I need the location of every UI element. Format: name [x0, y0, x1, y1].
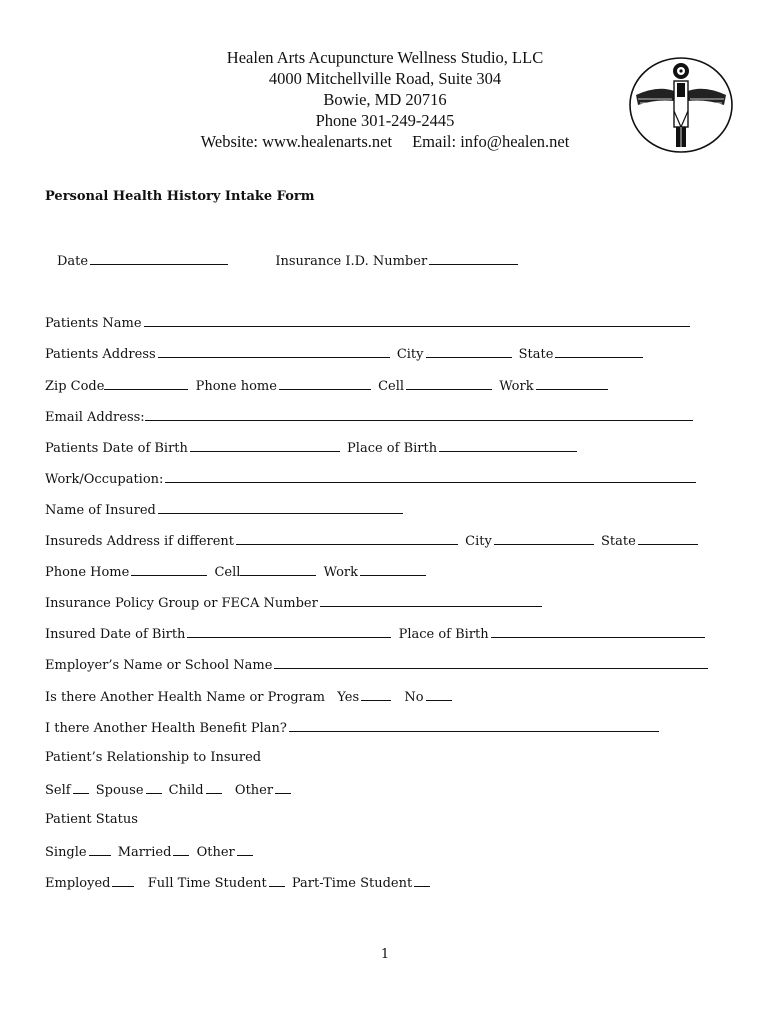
healen-arts-logo-icon: [628, 55, 734, 155]
insureds-address-label: Insureds Address if different: [45, 534, 235, 549]
benefit-plan-field[interactable]: [289, 718, 659, 732]
row-patients-name: [45, 313, 693, 331]
row-employer: [45, 655, 711, 673]
row-date-insurance: [57, 251, 521, 269]
employed-field[interactable]: [112, 873, 134, 887]
yes-label: Yes: [337, 690, 360, 705]
self-label: Self: [45, 783, 71, 798]
row-insured-phone: [45, 562, 429, 580]
child-label: Child: [168, 783, 204, 798]
work-label: Work: [499, 379, 534, 394]
place-of-birth-field[interactable]: [439, 438, 577, 452]
row-policy-group: [45, 593, 545, 611]
row-insureds-address: [45, 531, 701, 549]
row-employment-status: [45, 873, 433, 891]
status-other-field[interactable]: [237, 842, 253, 856]
place-of-birth-label: Place of Birth: [347, 441, 438, 456]
status-other-label: Other: [196, 845, 235, 860]
row-patients-dob: [45, 438, 580, 456]
row-another-health: [45, 687, 455, 705]
state-label: State: [518, 347, 554, 362]
phone-line: Phone 301-249-2445: [315, 111, 455, 130]
married-field[interactable]: [173, 842, 189, 856]
insured-state-label: State: [600, 534, 636, 549]
part-time-student-label: Part-Time Student: [291, 876, 413, 891]
row-occupation: [45, 469, 699, 487]
company-name: Healen Arts Acupuncture Wellness Studio, LLC: [226, 48, 544, 67]
part-time-student-field[interactable]: [414, 873, 430, 887]
letterhead: [150, 47, 620, 152]
insureds-address-field[interactable]: [236, 531, 458, 545]
row-patient-status-heading: [45, 811, 138, 829]
work-occupation-label: Work/Occupation:: [45, 472, 164, 487]
insured-phone-home-label: Phone Home: [45, 565, 130, 580]
employer-label: Employer’s Name or School Name: [45, 658, 273, 673]
city-field[interactable]: [426, 344, 512, 358]
patients-name-label: Patients Name: [45, 316, 142, 331]
state-field[interactable]: [555, 344, 643, 358]
insured-place-of-birth-label: Place of Birth: [398, 627, 489, 642]
self-field[interactable]: [73, 780, 89, 794]
address-line-2: Bowie, MD 20716: [323, 90, 447, 109]
insurance-id-field[interactable]: [429, 251, 518, 265]
zip-code-label: Zip Code: [45, 379, 105, 394]
married-label: Married: [117, 845, 172, 860]
child-field[interactable]: [206, 780, 222, 794]
spouse-label: Spouse: [95, 783, 144, 798]
patients-dob-label: Patients Date of Birth: [45, 441, 188, 456]
city-label: City: [396, 347, 424, 362]
single-label: Single: [45, 845, 87, 860]
row-relationship-options: [45, 780, 294, 798]
insured-place-of-birth-field[interactable]: [491, 624, 705, 638]
policy-group-label: Insurance Policy Group or FECA Number: [45, 596, 318, 611]
phone-home-field[interactable]: [279, 376, 371, 390]
email-address-label: Email Address:: [45, 410, 145, 425]
address-line-1: 4000 Mitchellville Road, Suite 304: [268, 69, 502, 88]
form-title: Personal Health History Intake Form: [45, 189, 315, 204]
employer-field[interactable]: [274, 655, 708, 669]
patients-name-field[interactable]: [144, 313, 690, 327]
relationship-other-label: Other: [234, 783, 274, 798]
row-patients-address: [45, 344, 646, 362]
email: Email: info@healen.net: [412, 132, 570, 151]
employed-label: Employed: [45, 876, 111, 891]
patients-dob-field[interactable]: [190, 438, 340, 452]
another-health-label: Is there Another Health Name or Program: [45, 690, 326, 705]
insured-state-field[interactable]: [638, 531, 698, 545]
benefit-plan-label: I there Another Health Benefit Plan?: [45, 721, 287, 736]
row-zip-phone: [45, 376, 611, 394]
insured-city-label: City: [465, 534, 492, 549]
no-label: No: [404, 690, 424, 705]
name-of-insured-label: Name of Insured: [45, 503, 156, 518]
patients-address-field[interactable]: [158, 344, 390, 358]
insured-phone-home-field[interactable]: [131, 562, 207, 576]
full-time-student-label: Full Time Student: [147, 876, 267, 891]
relationship-label: Patient’s Relationship to Insured: [45, 750, 262, 765]
no-field[interactable]: [426, 687, 452, 701]
phone-home-label: Phone home: [195, 379, 277, 394]
relationship-other-field[interactable]: [275, 780, 291, 794]
insured-work-label: Work: [323, 565, 358, 580]
date-label: Date: [57, 254, 89, 269]
row-relationship-heading: [45, 749, 261, 767]
spouse-field[interactable]: [146, 780, 162, 794]
date-field[interactable]: [90, 251, 228, 265]
single-field[interactable]: [89, 842, 111, 856]
full-time-student-field[interactable]: [269, 873, 285, 887]
row-marital-status: [45, 842, 256, 860]
row-benefit-plan: [45, 718, 662, 736]
cell-field[interactable]: [406, 376, 492, 390]
patient-status-label: Patient Status: [45, 812, 138, 827]
insurance-id-label: Insurance I.D. Number: [275, 254, 428, 269]
yes-field[interactable]: [361, 687, 391, 701]
patients-address-label: Patients Address: [45, 347, 156, 362]
contact-line: [150, 131, 620, 152]
work-field[interactable]: [536, 376, 608, 390]
insured-city-field[interactable]: [494, 531, 594, 545]
page-number: 1: [380, 947, 390, 962]
row-email: [45, 407, 696, 425]
email-address-field[interactable]: [145, 407, 693, 421]
row-insured-dob: [45, 624, 708, 642]
website: Website: www.healenarts.net: [200, 132, 393, 151]
name-of-insured-field[interactable]: [158, 500, 403, 514]
cell-label: Cell: [378, 379, 405, 394]
insured-cell-field[interactable]: [240, 562, 316, 576]
insured-dob-label: Insured Date of Birth: [45, 627, 186, 642]
insured-work-field[interactable]: [360, 562, 426, 576]
work-occupation-field[interactable]: [165, 469, 696, 483]
row-name-of-insured: [45, 500, 406, 518]
insured-cell-label: Cell: [214, 565, 241, 580]
insured-dob-field[interactable]: [187, 624, 391, 638]
policy-group-field[interactable]: [320, 593, 542, 607]
zip-code-field[interactable]: [104, 376, 188, 390]
